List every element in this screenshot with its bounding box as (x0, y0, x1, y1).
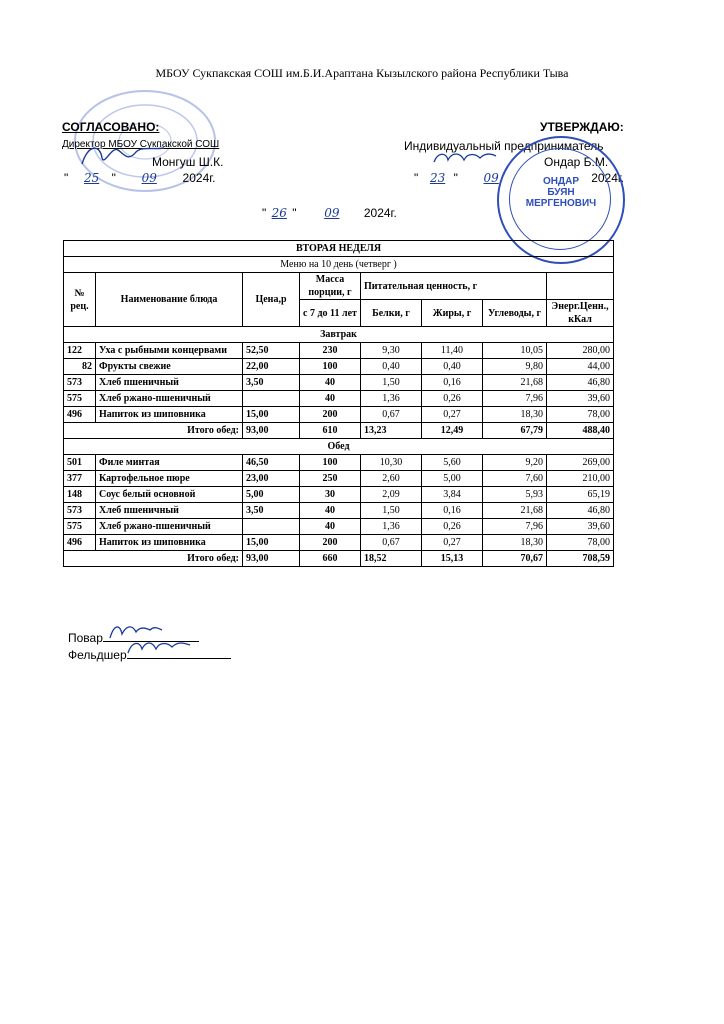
table-row: 573 Хлеб пшеничный 3,50 40 1,50 0,16 21,68 46,80 (64, 503, 614, 519)
table-row: 122 Уха с рыбными концервами 52,50 230 9,30 11,40 10,05 280,00 (64, 343, 614, 359)
cook-label: Повар (68, 631, 103, 645)
table-row: 148 Соус белый основной 5,00 30 2,09 3,84 5,93 65,19 (64, 487, 614, 503)
total-row: Итого обед: 93,00 610 13,23 12,49 67,79 488,40 (64, 423, 614, 439)
stamp-line-3: МЕРГЕНОВИЧ (525, 198, 597, 209)
medic-signature (124, 637, 194, 659)
director-position: Директор МБОУ Сукпакской СОШ (62, 139, 220, 150)
table-row: 573 Хлеб пшеничный 3,50 40 1,50 0,16 21,68 46,80 (64, 375, 614, 391)
approved-left-label: СОГЛАСОВАНО: (62, 120, 160, 134)
approved-left-date: " 25 " 09 2024г. (64, 171, 216, 185)
header-age: с 7 до 11 лет (300, 300, 361, 327)
entrepreneur-signature (430, 148, 500, 168)
stamp-line-2: БУЯН (547, 187, 575, 198)
entrepreneur-name: Ондар Б.М. (544, 155, 609, 169)
section-lunch: Обед (64, 439, 614, 455)
school-name: МБОУ Сукпакская СОШ им.Б.И.Араптана Кызылского района Республики Тыва (155, 66, 569, 80)
approved-right-label: УТВЕРЖДАЮ: (540, 120, 624, 134)
header-energy: Энерг.Ценн., кКал (547, 300, 614, 327)
header-nutrition: Питательная ценность, г (361, 273, 547, 300)
total-row: Итого обед: 93,00 660 18,52 15,13 70,67 708,59 (64, 551, 614, 567)
table-row: 377 Картофельное пюре 23,00 250 2,60 5,00 7,60 210,00 (64, 471, 614, 487)
menu-date: " 26 " 09 2024г. (262, 206, 397, 220)
header-name: Наименование блюда (96, 273, 243, 327)
section-breakfast: Завтрак (64, 327, 614, 343)
header-fat: Жиры, г (422, 300, 483, 327)
table-row: 501 Филе минтая 46,50 100 10,30 5,60 9,20 269,00 (64, 455, 614, 471)
table-row: 575 Хлеб ржано-пшеничный 40 1,36 0,26 7,96 39,60 (64, 391, 614, 407)
header-blank (547, 273, 614, 300)
medic-label: Фельдшер (68, 648, 127, 662)
table-row: 496 Напиток из шиповника 15,00 200 0,67 0,27 18,30 78,00 (64, 535, 614, 551)
director-name: Монгуш Ш.К. (152, 155, 224, 169)
header-mass: Масса порции, г (300, 273, 361, 300)
menu-title: Меню на 10 день (четверг ) (64, 257, 614, 273)
table-row: 496 Напиток из шиповника 15,00 200 0,67 0,27 18,30 78,00 (64, 407, 614, 423)
header-price: Цена,р (243, 273, 300, 327)
entrepreneur-position: Индивидуальный предприниматель (404, 139, 604, 153)
director-signature (78, 140, 168, 170)
header-num: № рец. (64, 273, 96, 327)
table-row: 575 Хлеб ржано-пшеничный 40 1,36 0,26 7,96 39,60 (64, 519, 614, 535)
menu-table (63, 240, 614, 567)
header-carbs: Углеводы, г (483, 300, 547, 327)
approved-right-date: " 23 " 09 2024г. (414, 171, 625, 185)
table-row: 82 Фрукты свежие 22,00 100 0,40 0,40 9,80 44,00 (64, 359, 614, 375)
header-protein: Белки, г (361, 300, 422, 327)
stamp-line-1: ОНДАР (542, 176, 579, 187)
week-title: ВТОРАЯ НЕДЕЛЯ (64, 241, 614, 257)
